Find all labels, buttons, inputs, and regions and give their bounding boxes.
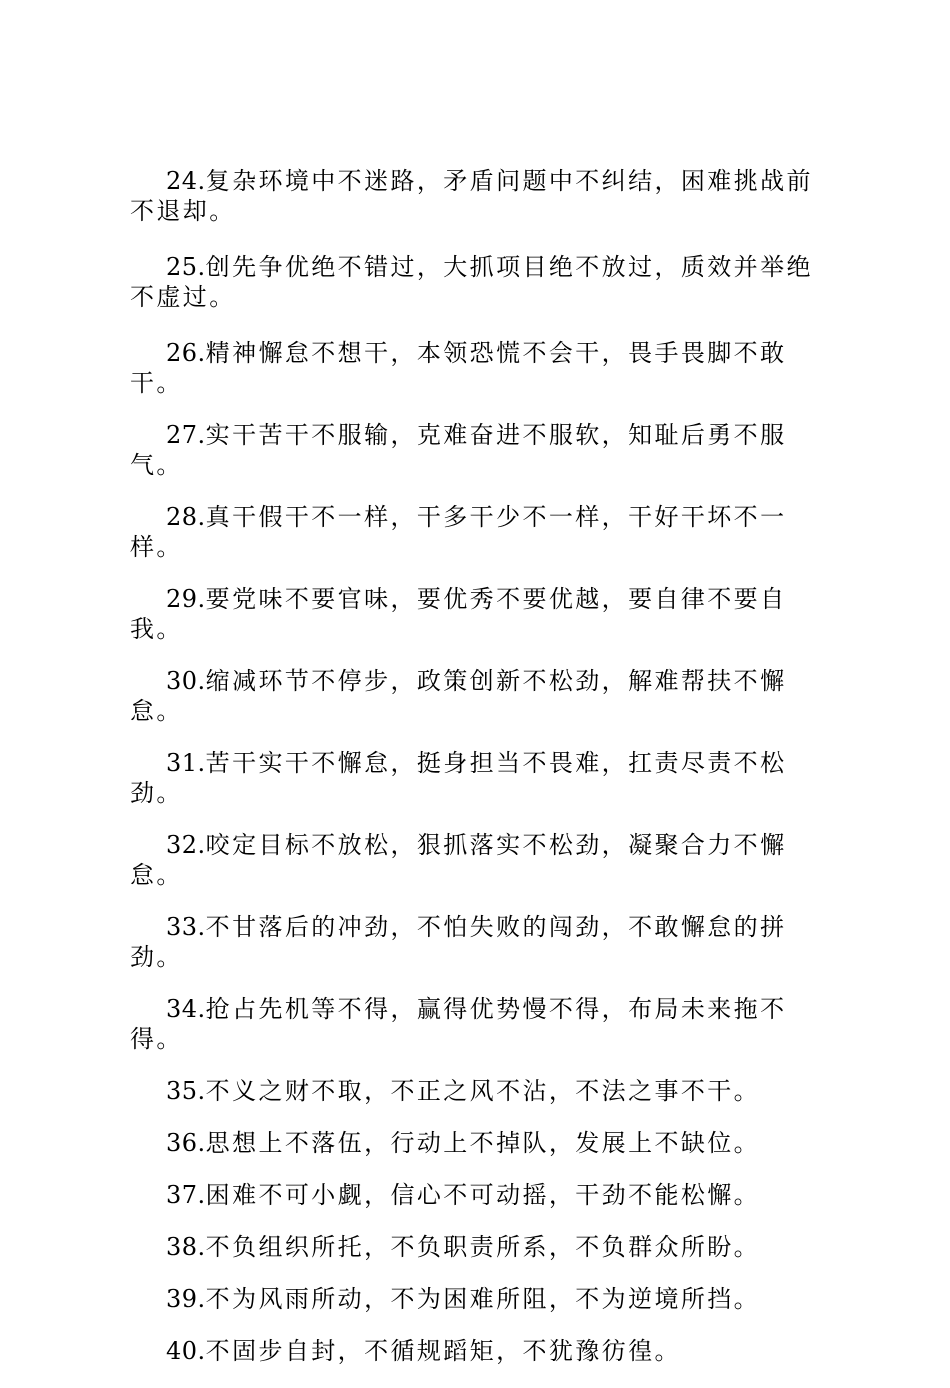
list-item [130,748,830,808]
item-number: 35. [166,1077,206,1105]
list-item [130,994,830,1054]
item-text: 缩减环节不停步，政策创新不松劲，解难帮扶不懈怠。 [130,667,787,725]
item-number: 28. [166,503,206,531]
item-text: 不义之财不取，不正之风不沾，不法之事不干。 [205,1077,761,1105]
item-number: 39. [166,1285,206,1313]
item-text: 实干苦干不服输，克难奋进不服软，知耻后勇不服气。 [130,421,787,479]
list-item [130,830,830,890]
item-text: 不甘落后的冲劲，不怕失败的闯劲，不敢懈怠的拼劲。 [130,913,787,971]
item-text: 要党味不要官味，要优秀不要优越，要自律不要自我。 [130,585,787,643]
item-number: 32. [166,831,206,859]
list-item [130,338,830,398]
list-item [130,502,830,562]
item-number: 34. [166,995,206,1023]
list-item [130,1284,830,1314]
list-item [130,166,830,226]
item-text: 不固步自封，不循规蹈矩，不犹豫彷徨。 [205,1337,681,1365]
item-number: 27. [166,421,206,449]
list-item [130,420,830,480]
item-number: 30. [166,667,206,695]
item-number: 38. [166,1233,206,1261]
list-item [130,1336,830,1366]
list-item [130,1076,830,1106]
item-text: 不为风雨所动，不为困难所阻，不为逆境所挡。 [205,1285,761,1313]
item-text: 思想上不落伍，行动上不掉队，发展上不缺位。 [205,1129,761,1157]
item-text: 抢占先机等不得，赢得优势慢不得，布局未来拖不得。 [130,995,787,1053]
item-text: 不负组织所托，不负职责所系，不负群众所盼。 [205,1233,761,1261]
list-item [130,1232,830,1262]
item-text: 咬定目标不放松，狠抓落实不松劲，凝聚合力不懈怠。 [130,831,787,889]
item-number: 40. [166,1337,206,1365]
list-item [130,252,830,312]
item-number: 26. [166,339,206,367]
item-text: 复杂环境中不迷路，矛盾问题中不纠结，困难挑战前不退却。 [130,167,813,225]
document-body [130,166,830,1388]
list-item [130,584,830,644]
item-text: 创先争优绝不错过，大抓项目绝不放过，质效并举绝不虚过。 [130,253,813,311]
item-number: 31. [166,749,206,777]
item-number: 29. [166,585,206,613]
item-number: 36. [166,1129,206,1157]
list-item [130,1180,830,1210]
item-text: 困难不可小觑，信心不可动摇，干劲不能松懈。 [205,1181,761,1209]
item-number: 25. [166,253,206,281]
list-item [130,1128,830,1158]
item-number: 24. [166,167,206,195]
list-item [130,912,830,972]
item-number: 37. [166,1181,206,1209]
item-number: 33. [166,913,206,941]
item-text: 精神懈怠不想干，本领恐慌不会干，畏手畏脚不敢干。 [130,339,787,397]
item-text: 苦干实干不懈怠，挺身担当不畏难，扛责尽责不松劲。 [130,749,787,807]
item-text: 真干假干不一样，干多干少不一样，干好干坏不一样。 [130,503,787,561]
list-item [130,666,830,726]
